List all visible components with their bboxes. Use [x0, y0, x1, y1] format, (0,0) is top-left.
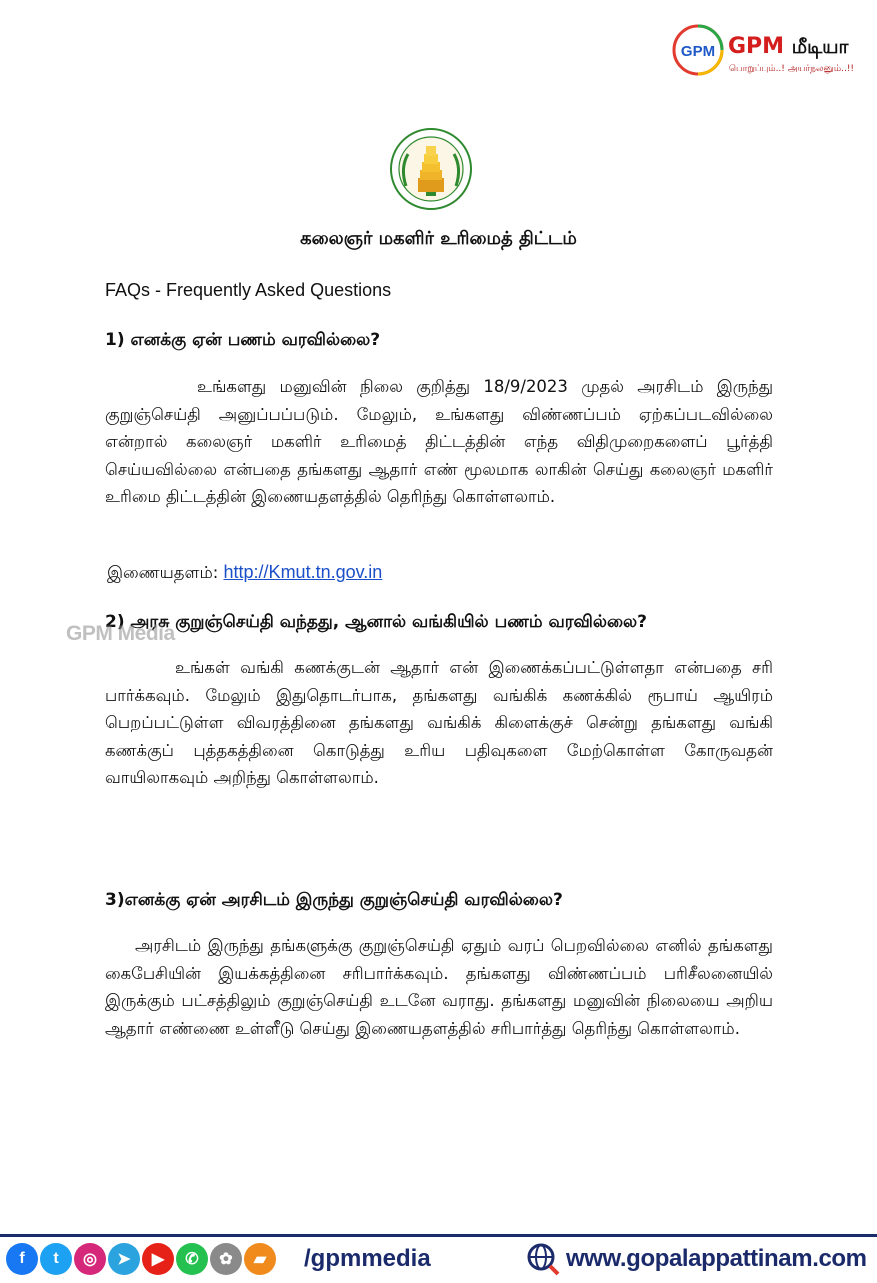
- twitter-icon[interactable]: t: [40, 1243, 72, 1275]
- question-2: 2) அரசு குறுஞ்செய்தி வந்தது, ஆனால் வங்கியில் பணம் வரவில்லை?: [105, 612, 648, 632]
- answer-2: உங்கள் வங்கி கணக்குடன் ஆதார் என் இணைக்கப்பட்டுள்ளதா என்பதை சரி பார்க்கவும். மேலும் இதுதொடர்பாக, தங்களது வங்கிக் கணக்கில் ரூபாய் ஆயிரம் பெறப்பட்டுள்ள விவரத்தினை தங்களது வங்கிக் கிளைக்குச் சென்று தங்களது வங்கி கணக்குப் புத்தகத்தினை கொடுத்து உரிய பதிவுகளை மேற்கொள்ள கோருவதன் வாயிலாகவும் அறிந்து கொள்ளலாம்.: [105, 658, 773, 787]
- whatsapp-icon[interactable]: ✆: [176, 1243, 208, 1275]
- social-icons: [6, 1243, 276, 1275]
- watermark: GPM Media: [66, 622, 175, 645]
- brand-name-latin: GPM: [728, 34, 785, 59]
- social-handle[interactable]: /gpmmedia: [304, 1245, 431, 1272]
- brand-name-tamil: மீடியா: [791, 36, 849, 58]
- gpm-media-brand: [672, 22, 855, 92]
- question-1: 1) எனக்கு ஏன் பணம் வரவில்லை?: [105, 330, 381, 350]
- document-title: கலைஞர் மகளிர் உரிமைத் திட்டம்: [300, 228, 577, 249]
- globe-search-icon: [525, 1241, 561, 1277]
- tamil-nadu-emblem-icon: [388, 126, 474, 212]
- answer-3: அரசிடம் இருந்து தங்களுக்கு குறுஞ்செய்தி ஏதும் வரப் பெறவில்லை எனில் தங்களது கைபேசியின் இயக்கத்தினை சரிபார்க்கவும். தங்களது விண்ணப்பம் பரிசீலனையில் இருக்கும் பட்சத்திலும் குறுஞ்செய்தி உடனே வராது. தங்களது மனுவின் நிலையை அறிய ஆதார் எண்ணை உள்ளீடு செய்து இணையதளத்தில் சரிபார்த்து தெரிந்து கொள்ளலாம்.: [105, 936, 773, 1038]
- footer-bar: [0, 1234, 877, 1283]
- chat-icon[interactable]: ▰: [244, 1243, 276, 1275]
- telegram-icon[interactable]: ➤: [108, 1243, 140, 1275]
- answer-1: உங்களது மனுவின் நிலை குறித்து 18/9/2023 முதல் அரசிடம் இருந்து குறுஞ்செய்தி அனுப்பப்படும். மேலும், உங்களது விண்ணப்பம் ஏற்கப்படவில்லை என்றால் கலைஞர் மகளிர் உரிமைத் திட்டத்தின் எந்த விதிமுறைகளைப் பூர்த்தி செய்யவில்லை என்பதை தங்களது ஆதார் எண் மூலமாக லாகின் செய்து கலைஞர் மகளிர் உரிமை திட்டத்தின் இணையதளத்தில் தெரிந்து கொள்ளலாம்.: [105, 377, 773, 506]
- faq-heading: FAQs - Frequently Asked Questions: [105, 280, 392, 300]
- footer-website[interactable]: www.gopalappattinam.com: [566, 1245, 867, 1272]
- brand-tagline: பொறுப்பும்..! அயர்நலனும்..!!: [729, 64, 855, 74]
- brand-name: [728, 34, 848, 61]
- website-line: [107, 562, 382, 585]
- facebook-icon[interactable]: f: [6, 1243, 38, 1275]
- website-link[interactable]: http://Kmut.tn.gov.in: [223, 562, 383, 582]
- youtube-icon[interactable]: ▶: [142, 1243, 174, 1275]
- question-3: 3)எனக்கு ஏன் அரசிடம் இருந்து குறுஞ்செய்தி வரவில்லை?: [105, 890, 563, 910]
- gpm-logo-icon: [672, 24, 724, 76]
- instagram-icon[interactable]: ◎: [74, 1243, 106, 1275]
- svg-text:GPM: GPM: [680, 43, 716, 60]
- website-label: இணையதளம்:: [107, 563, 219, 582]
- sharechat-icon[interactable]: ✿: [210, 1243, 242, 1275]
